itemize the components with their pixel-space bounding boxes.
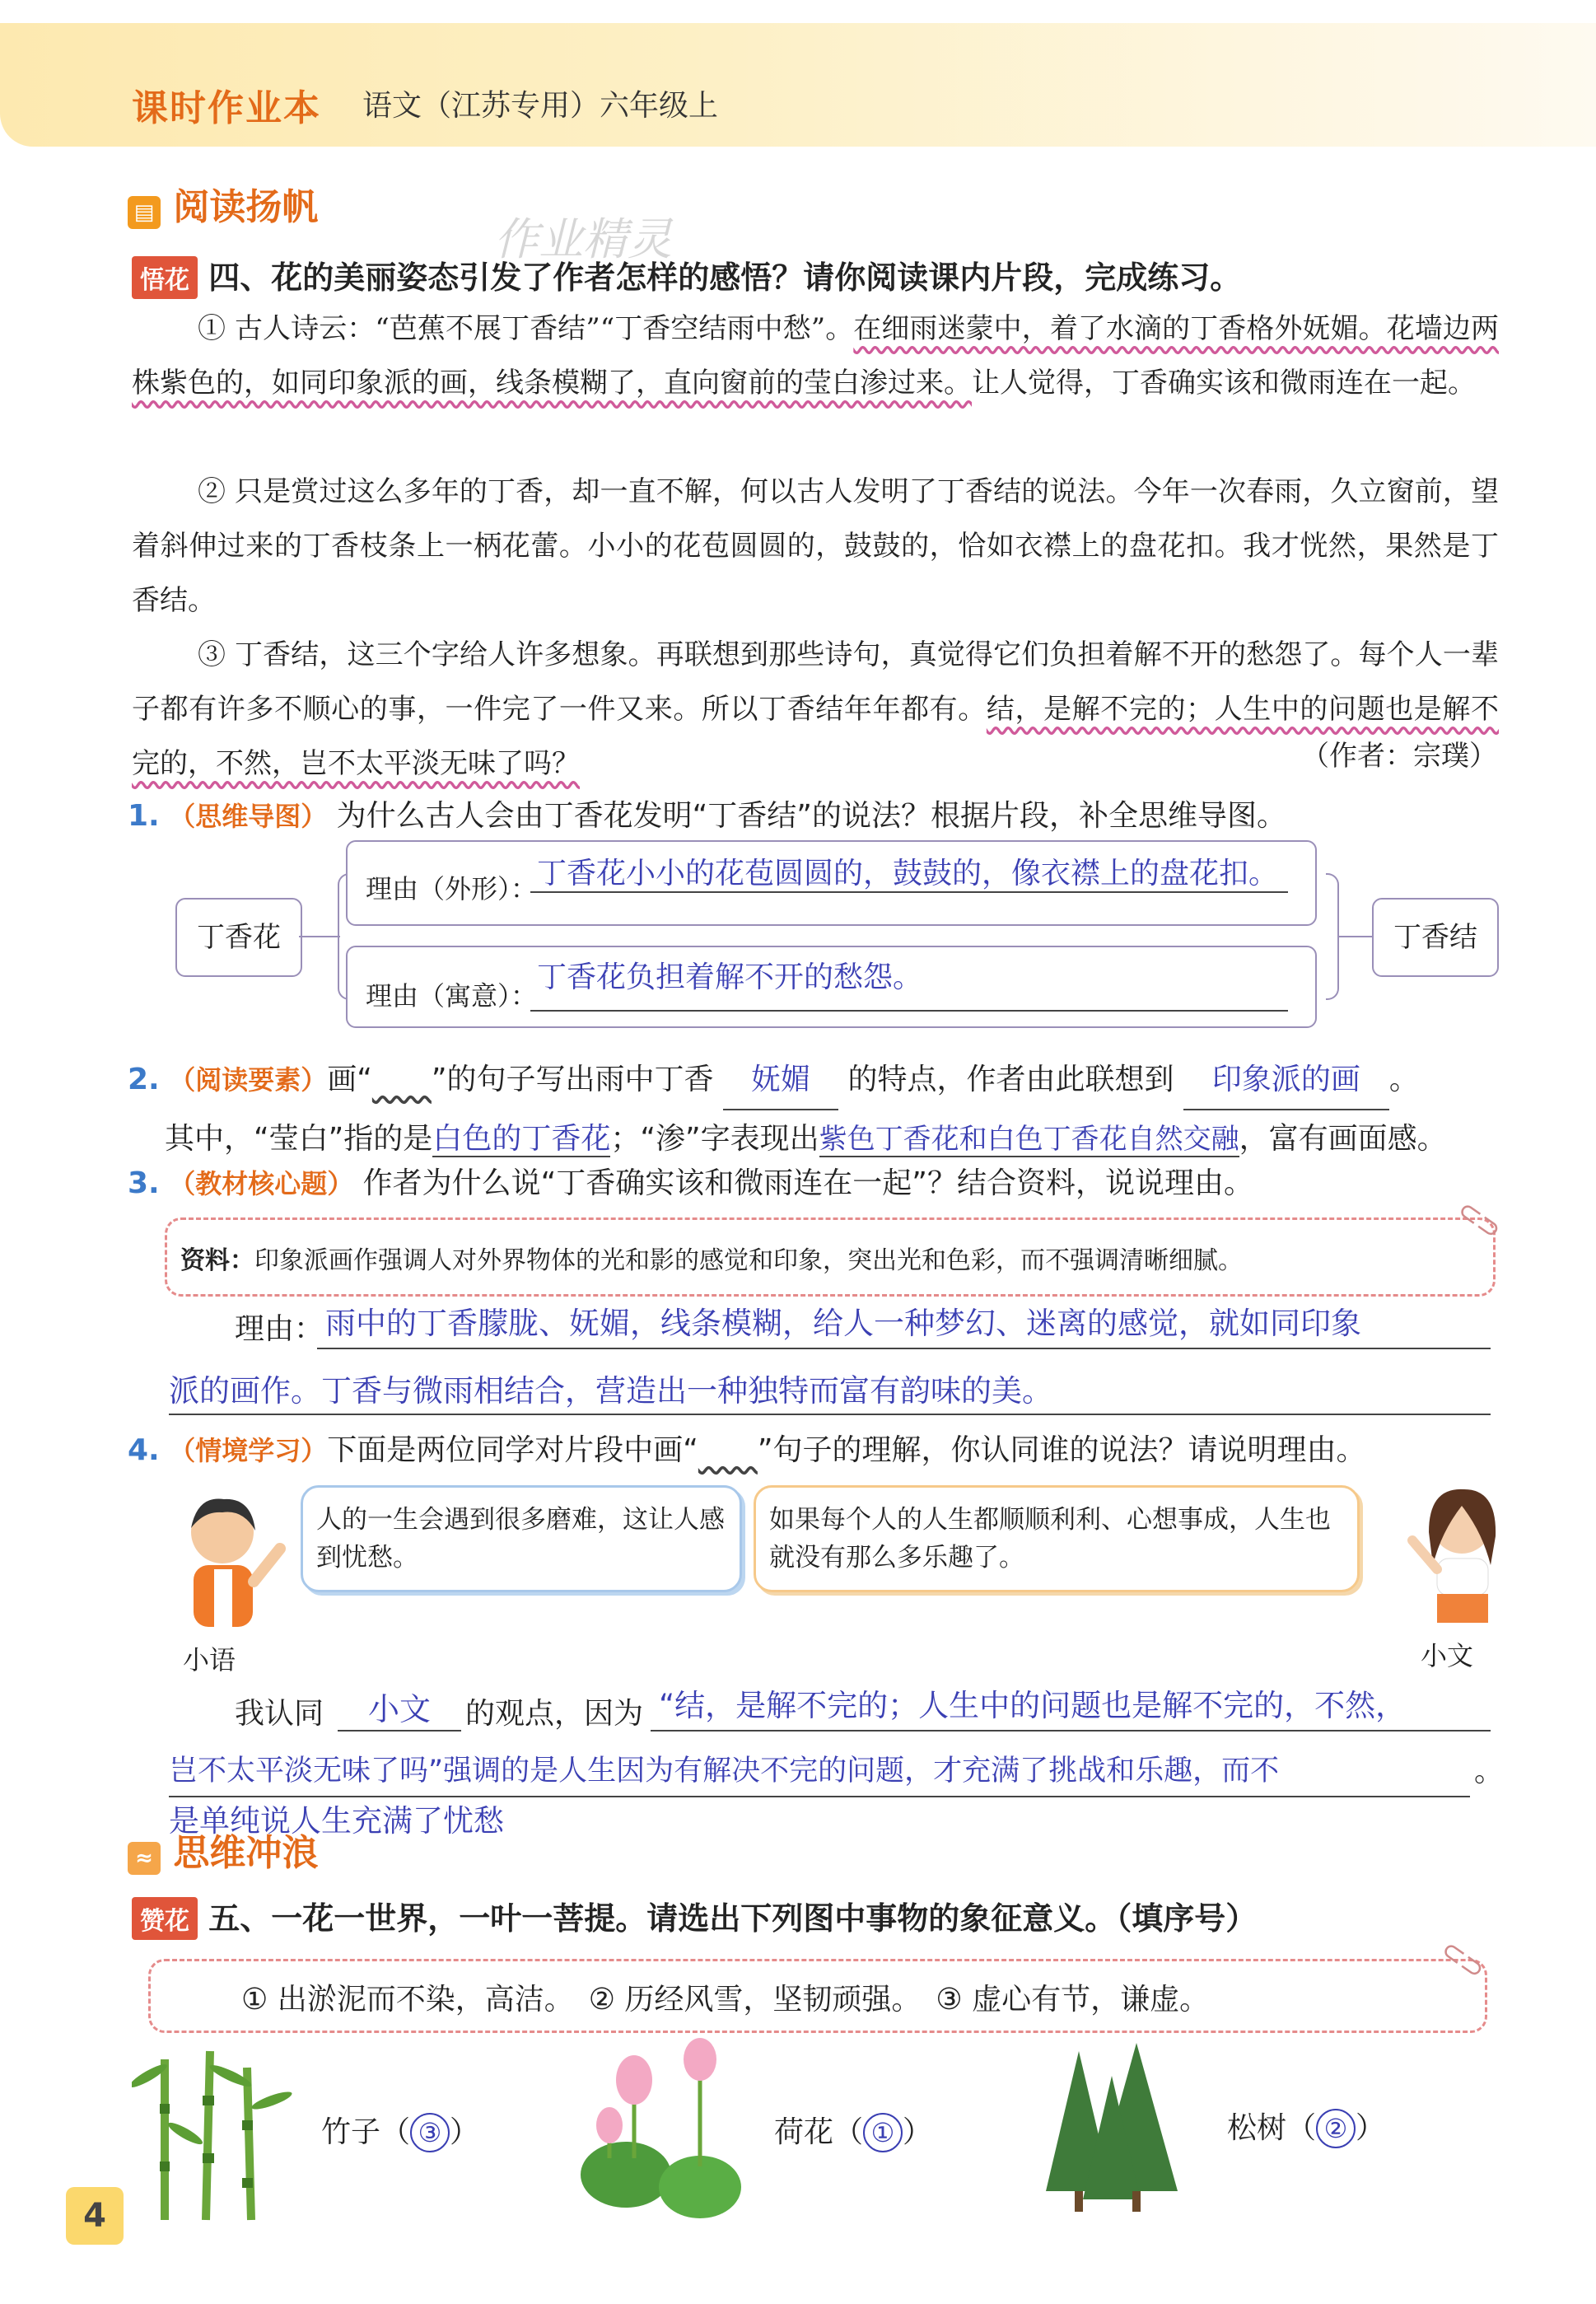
lotus-illustration [576, 2035, 741, 2224]
question-5-title [132, 1893, 1257, 1940]
watermark: 作业精灵 [494, 213, 672, 265]
answer-line [338, 1730, 461, 1732]
reason-label: 理由： [235, 1312, 324, 1346]
answer-blank-2[interactable]: 印象派的画 [1183, 1051, 1389, 1110]
section-reading-title: 阅读扬帆 [173, 186, 319, 228]
bamboo-answer: 竹子（ ③ ） [321, 2109, 479, 2152]
agree-end-mark: 。 [1474, 1755, 1505, 1788]
mindmap-reason-meaning-box [346, 946, 1317, 1028]
reason-answer-line-1[interactable]: 雨中的丁香朦胧、妩媚，线条模糊，给人一种梦幻、迷离的感觉，就如同印象 [325, 1306, 1361, 1341]
girl-illustration [1392, 1483, 1524, 1623]
mindmap-right-node: 丁香结 [1372, 898, 1499, 977]
material-box [165, 1193, 1509, 1297]
speech-bubble-left [301, 1485, 742, 1592]
question-5-text: 五、一花一世界，一叶一菩提。请选出下列图中事物的象征意义。（填序号） [208, 1900, 1258, 1937]
pine-illustration [1038, 2043, 1186, 2224]
speech-bubble-right [754, 1485, 1360, 1592]
mindmap-left-node: 丁香花 [175, 898, 302, 977]
section-thinking-heading [128, 1823, 318, 1876]
passage-paragraph-3: ③ 丁香结，这三个字给人许多想象。再联想到那些诗句，真觉得它们负担着解不开的愁怨了。每个人一辈子都有许多不顺心的事，一件完了一件又来。所以丁香结年年都有。结，是解不完的；人生中的问题也是解不完的，不然，岂不太平淡无味了吗？ [132, 638, 1500, 780]
passage-paragraph-2: ② 只是赏过这么多年的丁香，却一直不解，何以古人发明了丁香结的说法。今年一次春雨，久立窗前，望着斜伸过来的丁香枝条上一柄花蕾。小小的花苞圆圆的，鼓鼓的，恰如衣襟上的盘花扣。我才恍然，果然是丁香结。 [132, 475, 1499, 617]
subquestion-3: 3. （教材核心题） 作者为什么说“丁香确实该和微雨连在一起”？结合资料，说说理由。 [128, 1166, 1253, 1200]
agree-prefix: 我认同 [235, 1697, 324, 1731]
reason-answer-line-2[interactable]: 派的画作。丁香与微雨相结合，营造出一种独特而富有韵味的美。 [169, 1373, 1052, 1409]
student-name-left: 小语 [183, 1644, 236, 1675]
reason-meaning-answer[interactable]: 丁香花负担着解不开的愁怨。 [537, 960, 923, 994]
answer-line [530, 891, 1288, 893]
answer-blank-4[interactable]: 紫色丁香花和白色丁香花自然交融 [819, 1123, 1239, 1156]
agree-reason-line-1[interactable]: “结，是解不完的；人生中的问题也是解不完的，不然， [659, 1688, 1407, 1723]
mindmap-connector-left [299, 936, 340, 937]
paperclip-icon: ⊂⊃ [1450, 1193, 1509, 1247]
answer-line [651, 1730, 1491, 1732]
page-number: 4 [66, 2187, 124, 2245]
book-brand: 课时作业本 [132, 87, 321, 129]
reason-shape-label: 理由（外形）： [366, 873, 538, 904]
wavy-underlined-sentence-2: 结，是解不完的；人生中的问题也是解不完的，不然，岂不太平淡无味了吗？ [132, 693, 1500, 780]
answer-blank-3[interactable]: 白色的丁香花 [432, 1122, 611, 1156]
speech-left-text: 人的一生会遇到很多磨难，这让人感到忧愁。 [316, 1505, 725, 1573]
question-4-title [132, 252, 1241, 299]
boy-illustration [165, 1491, 296, 1631]
agree-reason-line-2[interactable]: 岂不太平淡无味了吗”强调的是人生因为有解决不完的问题，才充满了挑战和乐趣，而不 [169, 1755, 1280, 1788]
book-icon: ▤ [128, 196, 161, 229]
lotus-answer-circle[interactable]: ① [863, 2113, 903, 2152]
pine-answer-circle[interactable]: ② [1316, 2109, 1356, 2148]
lotus-answer: 荷花（ ① ） [774, 2109, 932, 2152]
subquestion-4: 4. （情境学习）下面是两位同学对片段中画“ ”句子的理解，你认同谁的说法？请说明理由。 [128, 1433, 1366, 1467]
symbol-options: ① 出淤泥而不染，高洁。 ② 历经风雪，坚韧顽强。 ③ 虚心有节，谦虚。 [241, 1983, 1210, 2017]
answer-line [169, 1414, 1491, 1415]
question-5-tag: 赞花 [132, 1897, 198, 1940]
answer-line [317, 1348, 1491, 1349]
passage-author: （作者：宗璞） [1301, 740, 1497, 773]
paperclip-icon: ⊂⊃ [1434, 1932, 1492, 1987]
agree-suffix: 的观点，因为 [465, 1697, 644, 1731]
reason-meaning-label: 理由（寓意）： [366, 980, 538, 1012]
passage-paragraph-1: ① 古人诗云：“芭蕉不展丁香结”“丁香空结雨中愁”。在细雨迷蒙中，着了水滴的丁香格外妩媚。花墙边两株紫色的，如同印象派的画，线条模糊了，直向窗前的莹白渗过来。让人觉得，丁香确实该和微雨连在一起。 [132, 312, 1499, 400]
subquestion-1: 1. （思维导图） 为什么古人会由丁香花发明“丁香结”的说法？根据片段，补全思维导图。 [128, 799, 1286, 833]
question-4-tag: 悟花 [132, 256, 198, 299]
material-text: 资料：印象派画作强调人对外界物体的光和影的感觉和印象，突出光和色彩，而不强调清晰细腻。 [180, 1246, 1243, 1275]
answer-line [530, 1010, 1288, 1012]
agree-reason-line-3[interactable]: 是单纯说人生充满了忧愁 [169, 1803, 504, 1839]
subquestion-2: 2. （阅读要素）画“ ”的句子写出雨中丁香 妩媚 的特点，作者由此联想到 印象派的画 。 其中，“莹白”指的是白色的丁香花；“渗”字表现出紫色丁香花和白色丁香花自然交融，富有画面感。 [128, 1051, 1528, 1168]
bamboo-answer-circle[interactable]: ③ [410, 2113, 450, 2152]
pine-answer: 松树（ ② ） [1227, 2105, 1385, 2148]
speech-right-text: 如果每个人的人生都顺顺利利、心想事成，人生也就没有那么多乐趣了。 [769, 1505, 1331, 1573]
book-subtitle: 语文（江苏专用）六年级上 [362, 89, 719, 123]
question-4-text: 四、花的美丽姿态引发了作者怎样的感悟？请你阅读课内片段，完成练习。 [208, 259, 1242, 296]
mindmap-connector-right [1337, 936, 1372, 937]
mindmap-reason-shape-box [346, 840, 1317, 926]
wave-icon: ≈ [128, 1842, 161, 1875]
reason-shape-answer[interactable]: 丁香花小小的花苞圆圆的，鼓鼓的，像衣襟上的盘花扣。 [537, 857, 1279, 890]
student-name-right: 小文 [1421, 1640, 1474, 1671]
bamboo-illustration [132, 2043, 296, 2224]
section-thinking-title: 思维冲浪 [173, 1832, 319, 1874]
section-reading-heading [128, 177, 318, 230]
answer-blank-1[interactable]: 妩媚 [723, 1051, 838, 1110]
options-box [148, 1932, 1492, 2033]
agree-answer[interactable]: 小文 [367, 1691, 431, 1727]
wavy-underlined-sentence: 在细雨迷蒙中，着了水滴的丁香格外妩媚。花墙边两株紫色的，如同印象派的画，线条模糊了，直向窗前的莹白渗过来。 [132, 312, 1499, 400]
